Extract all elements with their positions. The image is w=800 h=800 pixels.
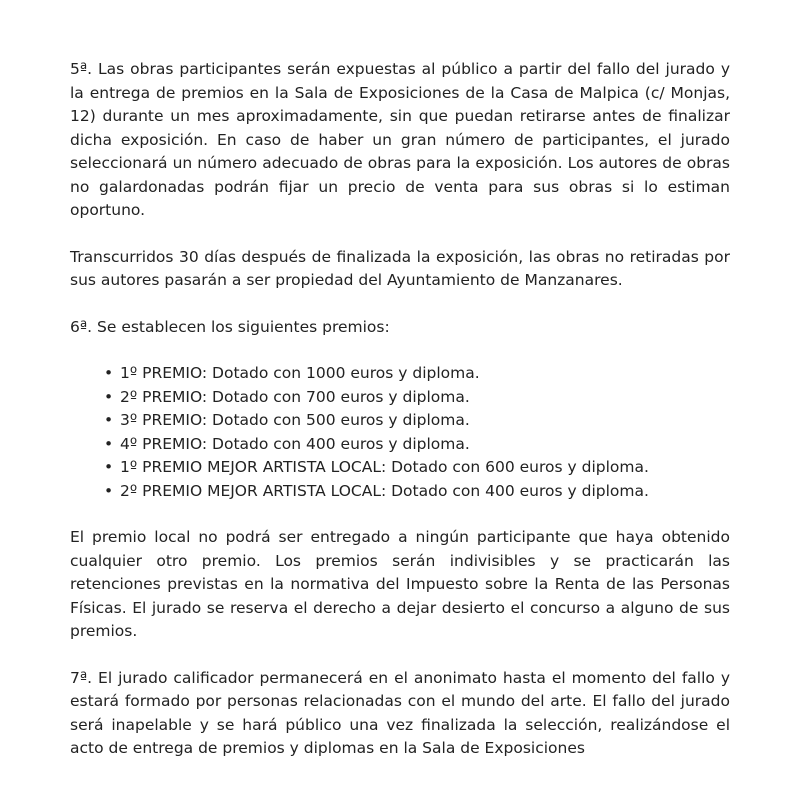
paragraph-local-prize-rules: El premio local no podrá ser entregado a ningún participante que haya obtenido cualquier otro premio. Los premios serán indivisibles y se practicarán las retenciones previstas en la normativa del Impuesto sobre la Renta de las Personas Físicas. El jurado se reserva el derecho a dejar desierto el concurso a alguno de sus premios. bbox=[70, 528, 730, 640]
prize-list-item: • 2º PREMIO MEJOR ARTISTA LOCAL: Dotado con 400 euros y diploma. bbox=[104, 480, 730, 504]
prize-list-item: • 3º PREMIO: Dotado con 500 euros y diploma. bbox=[104, 409, 730, 433]
paragraph-gap bbox=[70, 223, 730, 246]
paragraph-clause-6: 6ª. Se establecen los siguientes premios: bbox=[70, 317, 390, 336]
prize-list-item: • 4º PREMIO: Dotado con 400 euros y diploma. bbox=[104, 433, 730, 457]
paragraph-gap bbox=[70, 503, 730, 526]
prize-list-item: • 1º PREMIO MEJOR ARTISTA LOCAL: Dotado con 600 euros y diploma. bbox=[104, 456, 730, 480]
prize-list-item: • 2º PREMIO: Dotado con 700 euros y diploma. bbox=[104, 386, 730, 410]
paragraph-unclaimed-works: Transcurridos 30 días después de finalizada la exposición, las obras no retiradas por sus autores pasarán a ser propiedad del Ayuntamiento de Manzanares. bbox=[70, 247, 730, 289]
paragraph-clause-5: 5ª. Las obras participantes serán expuestas al público a partir del fallo del jurado y la entrega de premios en la Sala de Exposiciones de la Casa de Malpica (c/ Monjas, 12) durante un mes aproximadamente, sin que puedan retirarse antes de finalizar dicha exposición. En caso de haber un gran número de participantes, el jurado seleccionará un número adecuado de obras para la exposición. Los autores de obras no galardonadas podrán fijar un precio de venta para sus obras si lo estiman oportuno. bbox=[70, 60, 730, 219]
paragraph-gap bbox=[70, 339, 730, 362]
paragraph-gap bbox=[70, 293, 730, 316]
prize-list-item: • 1º PREMIO: Dotado con 1000 euros y diploma. bbox=[104, 362, 730, 386]
paragraph-clause-7: 7ª. El jurado calificador permanecerá en el anonimato hasta el momento del fallo y estará formado por personas relacionadas con el mundo del arte. El fallo del jurado será inapelable y se hará público una vez finalizada la selección, realizándose el acto de entrega de premios y diplomas en la Sala de Exposiciones bbox=[70, 668, 730, 757]
paragraph-gap bbox=[70, 644, 730, 667]
prize-list bbox=[70, 362, 730, 503]
